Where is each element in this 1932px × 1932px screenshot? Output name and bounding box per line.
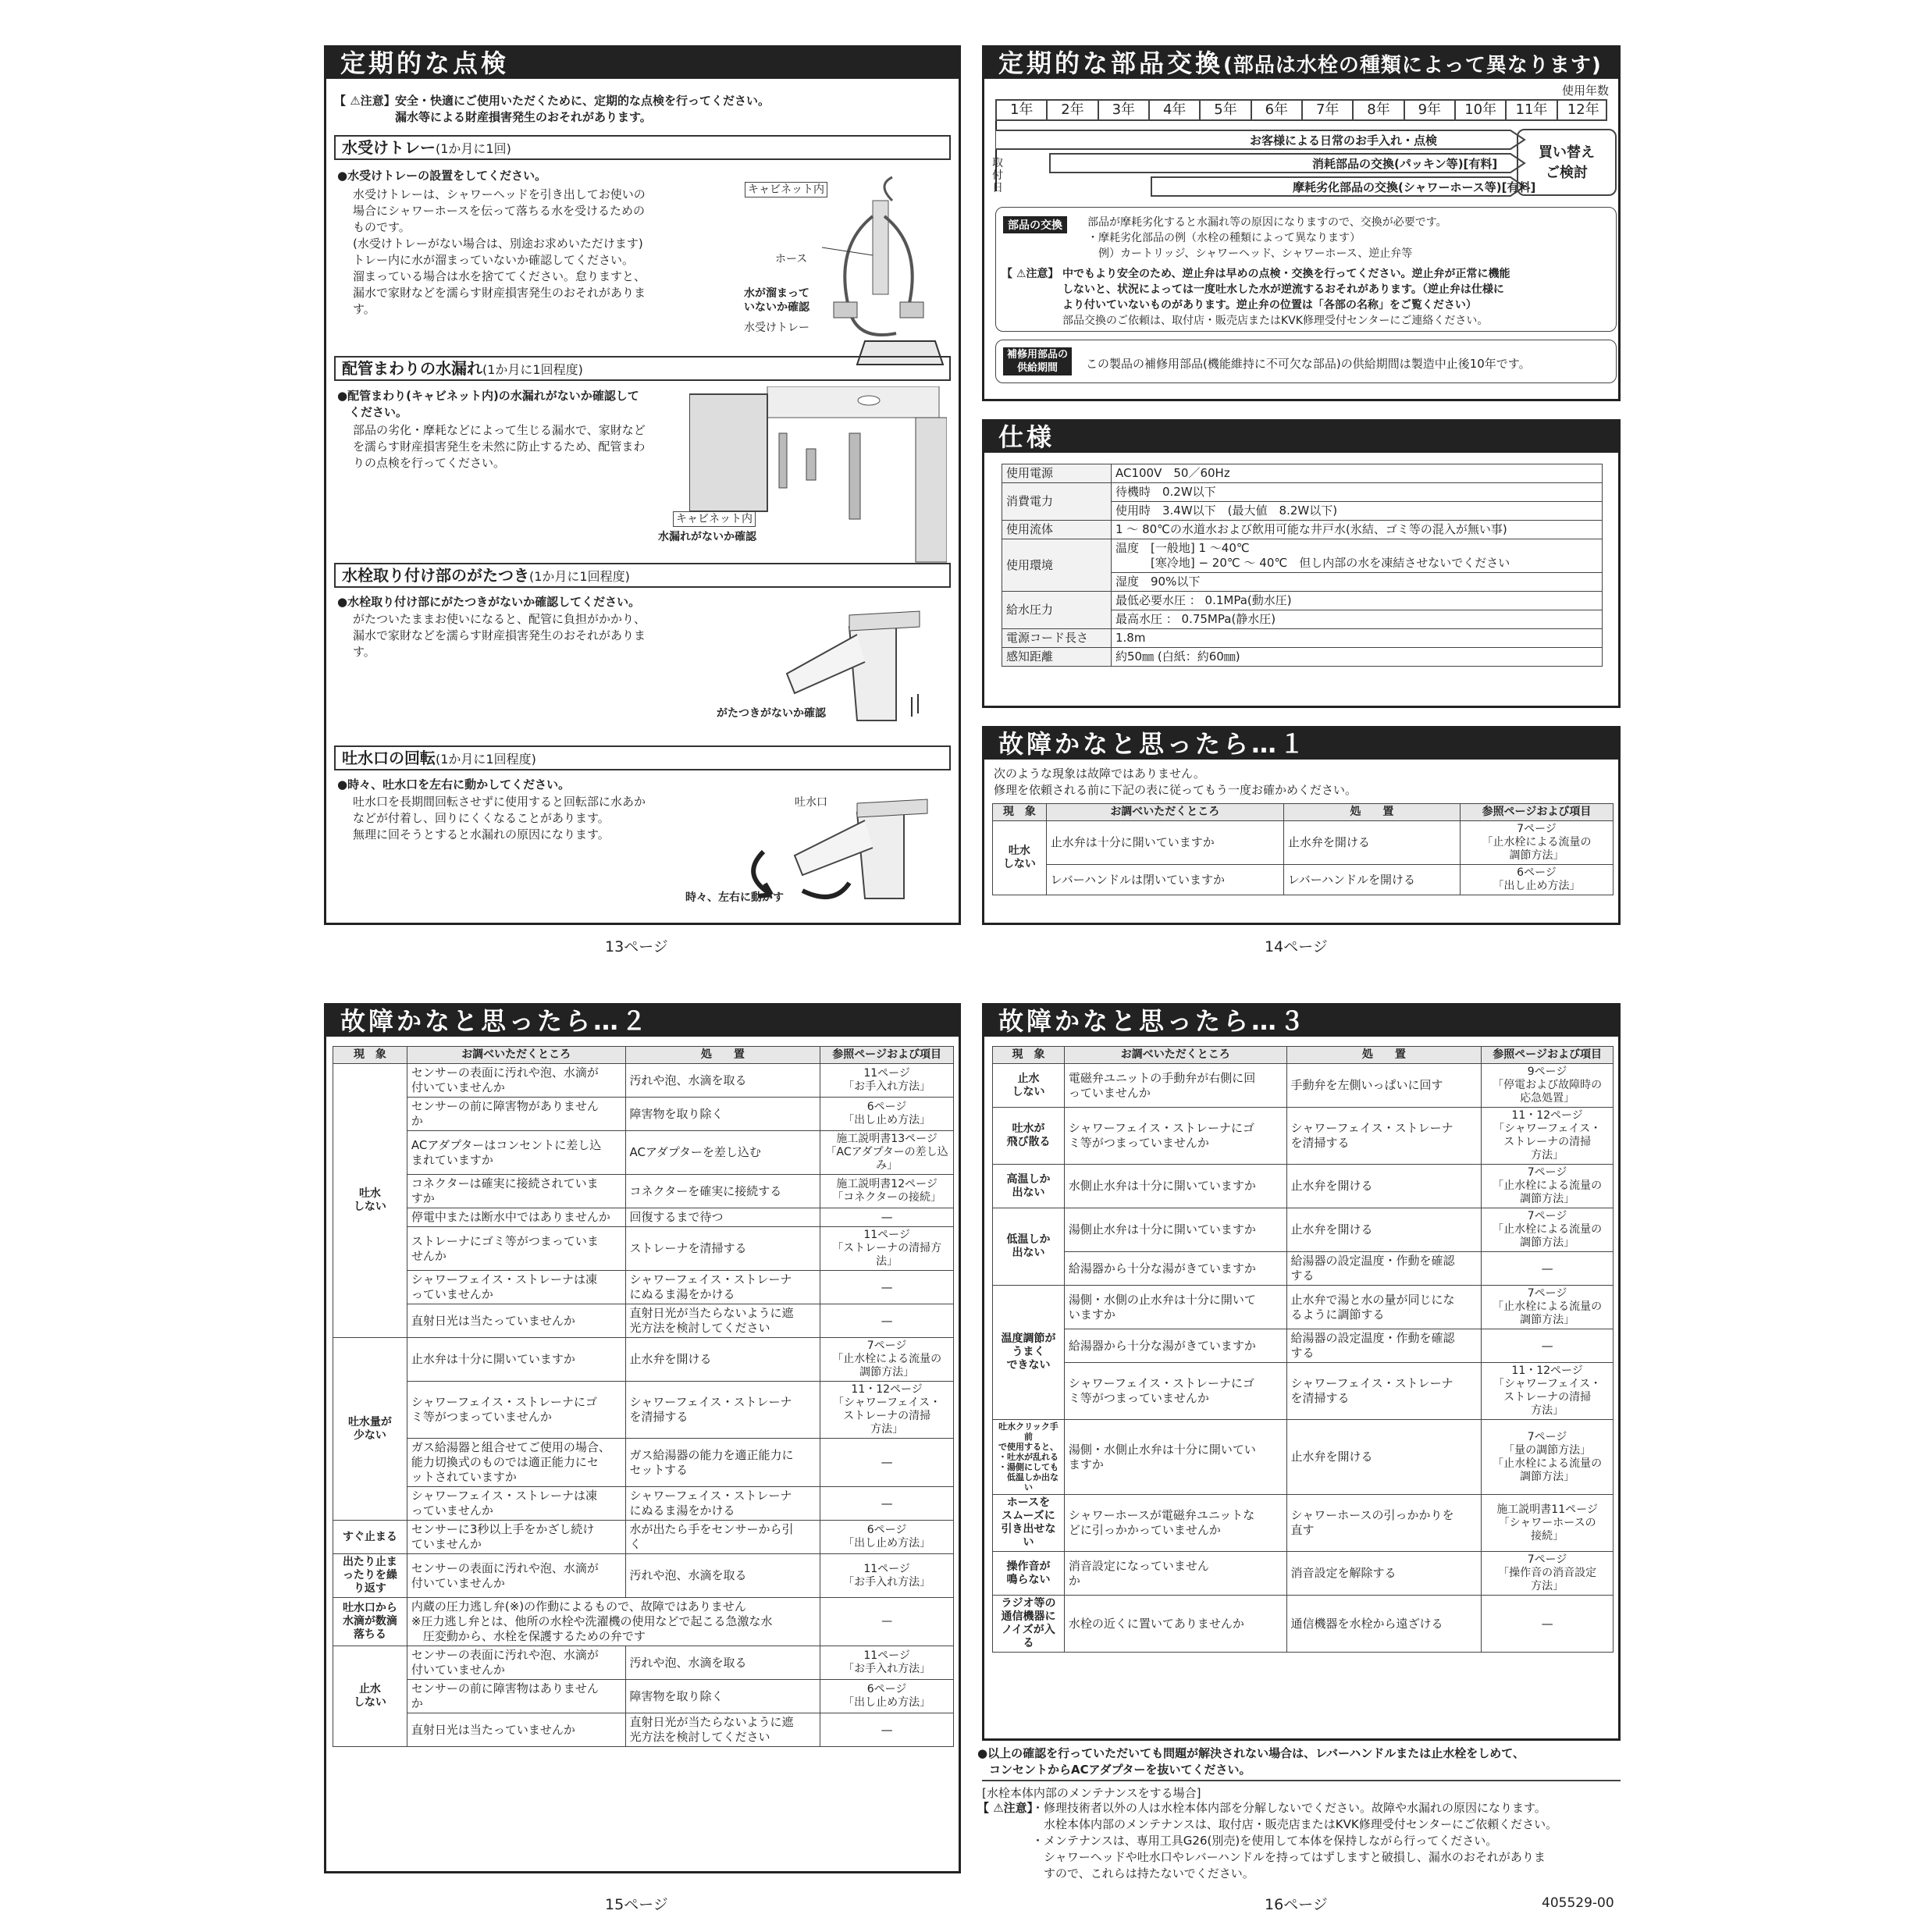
supply-text: この製品の補修用部品(機能維持に不可欠な部品)の供給期間は製造中止後10年です。 bbox=[1086, 357, 1531, 371]
symptom-cell: 吐水クリック手前 で使用すると、 ・吐水が乱れる ・湯側にしても 低温しか出ない bbox=[993, 1420, 1065, 1495]
table-row bbox=[333, 1208, 954, 1227]
loose-body: がたついたままお使いになると、配管に負担がかかり、 漏水で家財などを濡らす財産損害発生のおそれがありま す。 bbox=[353, 612, 646, 659]
check-cell: シャワーフェイス・ストレーナは凍 っていませんか bbox=[407, 1271, 625, 1304]
check-cell: 直射日光は当たっていませんか bbox=[407, 1713, 625, 1747]
year-cell: 4年 bbox=[1150, 101, 1201, 121]
check-cell: ガス給湯器と組合せてご使用の場合、 能力切換式のものでは適正能力にセ ットされていますか bbox=[407, 1439, 625, 1487]
symptom-cell: 吐水口から 水滴が数滴 落ちる bbox=[333, 1598, 407, 1646]
column-header: お調べいただくところ bbox=[1046, 804, 1283, 821]
year-cell: 3年 bbox=[1099, 101, 1150, 121]
table-row bbox=[333, 1338, 954, 1382]
check-cell: 湯側・水側止水弁は十分に開いてい ますか bbox=[1064, 1420, 1286, 1495]
check-cell: シャワーフェイス・ストレーナにゴ ミ等がつまっていませんか bbox=[407, 1382, 625, 1439]
reference-cell: 7ページ 「止水栓による流量の 調節方法」 bbox=[1482, 1286, 1614, 1329]
year-cell: 6年 bbox=[1252, 101, 1303, 121]
page16-number: 16ページ bbox=[1265, 1896, 1328, 1913]
parts-text: 部品が摩耗劣化すると水漏れ等の原因になりますので、交換が必要です。 ・摩耗劣化部品の例（水栓の種類によって異なります） 例）カートリッジ、シャワーヘッド、シャワーホース、逆止弁等 bbox=[1087, 216, 1447, 260]
trouble3-panel bbox=[982, 1003, 1621, 1741]
pipe-bullet: ●配管まわり(キャビネット内)の水漏れがないか確認して ください。 bbox=[337, 389, 639, 419]
action-cell: 汚れや泡、水滴を取る bbox=[625, 1064, 820, 1098]
spec-label: 使用流体 bbox=[1002, 521, 1112, 539]
parts-caution-tag: 【 ⚠注意】 bbox=[1002, 268, 1059, 280]
final-note: ●以上の確認を行っていただいても問題が解決されない場合は、レバーハンドルまたは止水栓をしめて、 コンセントからACアダプターを抜いてください。 bbox=[977, 1746, 1525, 1777]
arrow-daily-care: お客様による日常のお手入れ・点検 bbox=[1250, 133, 1438, 148]
check-cell: 水側止水弁は十分に開いていますか bbox=[1064, 1165, 1286, 1208]
explanation-cell: 内蔵の圧力逃し弁(※)の作動によるもので、故障ではありません ※圧力逃し弁とは、他所の水栓や洗濯機の使用などで起こる急激な水 圧変動から、水栓を保護するための弁です bbox=[407, 1598, 820, 1646]
year-cell: 2年 bbox=[1048, 101, 1098, 121]
spec-value: 温度 [一般地] 1 ～40℃ [寒冷地] − 20℃ ～ 40℃ 但し内部の水を凍結させないでください bbox=[1112, 539, 1603, 573]
check-cell: センサーの表面に汚れや泡、水滴が 付いていませんか bbox=[407, 1064, 625, 1098]
trouble3-table bbox=[992, 1046, 1614, 1653]
reference-cell: 11ページ 「お手入れ方法」 bbox=[820, 1064, 954, 1098]
table-row bbox=[993, 1596, 1614, 1653]
action-cell: 手動弁を左側いっぱいに回す bbox=[1286, 1064, 1482, 1108]
spec-row bbox=[1002, 521, 1603, 539]
trouble1-panel bbox=[982, 726, 1621, 925]
year-cell: 7年 bbox=[1303, 101, 1354, 121]
reference-cell: 6ページ 「出し止め方法」 bbox=[820, 1098, 954, 1131]
reference-cell: 施工説明書12ページ 「コネクターの接続」 bbox=[820, 1175, 954, 1208]
spec-value: 待機時 0.2W以下 bbox=[1112, 483, 1603, 502]
spec-value: 1.8m bbox=[1112, 629, 1603, 648]
check-cell: 給湯器から十分な湯がきていますか bbox=[1064, 1252, 1286, 1286]
supply-tag: 補修用部品の 供給期間 bbox=[1003, 347, 1072, 375]
column-header: 処 置 bbox=[1283, 804, 1460, 821]
year-cell: 1年 bbox=[997, 101, 1048, 121]
parts-order-text: 部品交換のご依頼は、取付店・販売店またはKVK修理受付センターにご連絡ください。 bbox=[1062, 315, 1489, 327]
year-cell: 10年 bbox=[1456, 101, 1507, 121]
year-bar bbox=[995, 99, 1607, 121]
document-code: 405529-00 bbox=[1542, 1895, 1614, 1911]
check-cell: 給湯器から十分な湯がきていますか bbox=[1064, 1329, 1286, 1363]
reference-cell: — bbox=[1482, 1596, 1614, 1653]
check-cell: 湯側・水側の止水弁は十分に開いて いますか bbox=[1064, 1286, 1286, 1329]
reference-cell: 9ページ 「停電および故障時の 応急処置」 bbox=[1482, 1064, 1614, 1108]
action-cell: シャワーフェイス・ストレーナ にぬるま湯をかける bbox=[625, 1271, 820, 1304]
table-row bbox=[993, 821, 1614, 865]
year-cell: 11年 bbox=[1507, 101, 1557, 121]
check-cell: シャワーホースが電磁弁ユニットな どに引っかかっていませんか bbox=[1064, 1495, 1286, 1552]
table-row bbox=[333, 1131, 954, 1175]
arrow-wear-parts: 摩耗劣化部品の交換(シャワーホース等)[有料] bbox=[1293, 180, 1536, 194]
spec-value: AC100V 50／60Hz bbox=[1112, 464, 1603, 483]
table-row bbox=[993, 1329, 1614, 1363]
page14-title: 定期的な部品交換(部品は水栓の種類によって異なります) bbox=[984, 48, 1618, 79]
action-cell: 通信機器を水栓から遠ざける bbox=[1286, 1596, 1482, 1653]
table-row bbox=[333, 1304, 954, 1338]
spec-title: 仕様 bbox=[984, 422, 1618, 453]
table-row bbox=[993, 1108, 1614, 1165]
table-row bbox=[333, 1227, 954, 1271]
table-row bbox=[993, 1064, 1614, 1108]
section-pipe-head: 配管まわりの水漏れ(1か月に1回程度) bbox=[334, 356, 951, 381]
trouble1-title: 故障かなと思ったら…１ bbox=[984, 728, 1618, 760]
reference-cell: 7ページ 「操作音の消音設定 方法」 bbox=[1482, 1552, 1614, 1596]
spout-bullet: ●時々、吐水口を左右に動かしてください。 bbox=[337, 777, 571, 792]
symptom-cell: 出たり止ま ったりを繰 り返す bbox=[333, 1554, 407, 1598]
table-row bbox=[333, 1064, 954, 1098]
check-cell: センサーの前に障害物がありません か bbox=[407, 1098, 625, 1131]
table-row bbox=[333, 1487, 954, 1521]
check-cell: シャワーフェイス・ストレーナにゴ ミ等がつまっていませんか bbox=[1064, 1108, 1286, 1165]
table-row bbox=[993, 865, 1614, 895]
action-cell: 直射日光が当たらないように遮 光方法を検討してください bbox=[625, 1713, 820, 1747]
action-cell: 給湯器の設定温度・作動を確認 する bbox=[1286, 1329, 1482, 1363]
action-cell: 汚れや泡、水滴を取る bbox=[625, 1646, 820, 1680]
loose-bullet: ●水栓取り付け部にがたつきがないか確認してください。 bbox=[337, 595, 641, 609]
reference-cell: 6ページ 「出し止め方法」 bbox=[820, 1680, 954, 1713]
reference-cell: — bbox=[1482, 1329, 1614, 1363]
symptom-cell: 操作音が 鳴らない bbox=[993, 1552, 1065, 1596]
year-cell: 5年 bbox=[1201, 101, 1251, 121]
section-spout-head: 吐水口の回転(1か月に1回程度) bbox=[334, 745, 951, 770]
action-cell: 止水弁を開ける bbox=[1286, 1165, 1482, 1208]
reference-cell: — bbox=[820, 1271, 954, 1304]
table-row bbox=[333, 1439, 954, 1487]
action-cell: 止水弁を開ける bbox=[1286, 1420, 1482, 1495]
table-row bbox=[993, 1363, 1614, 1420]
parts-tag: 部品の交換 bbox=[1003, 216, 1067, 233]
action-cell: 障害物を取り除く bbox=[625, 1680, 820, 1713]
page13-panel bbox=[324, 45, 961, 925]
action-cell: シャワーホースの引っかかりを 直す bbox=[1286, 1495, 1482, 1552]
action-cell: 回復するまで待つ bbox=[625, 1208, 820, 1227]
cabinet-label-2: キャビネット内 bbox=[673, 511, 756, 527]
action-cell: 障害物を取り除く bbox=[625, 1098, 820, 1131]
action-cell: 止水弁で湯と水の量が同じにな るように調節する bbox=[1286, 1286, 1482, 1329]
arrow-consumables: 消耗部品の交換(パッキン等)[有料] bbox=[1312, 157, 1498, 171]
page15-number: 15ページ bbox=[605, 1896, 668, 1913]
table-row bbox=[993, 1420, 1614, 1495]
action-cell: シャワーフェイス・ストレーナ を清掃する bbox=[1286, 1363, 1482, 1420]
check-cell: シャワーフェイス・ストレーナにゴ ミ等がつまっていませんか bbox=[1064, 1363, 1286, 1420]
column-header: お調べいただくところ bbox=[407, 1047, 625, 1064]
column-header: 処 置 bbox=[625, 1047, 820, 1064]
reference-cell: — bbox=[820, 1304, 954, 1338]
symptom-cell: 止水 しない bbox=[333, 1646, 407, 1747]
maintenance-caution-tag: 【 ⚠注意】 bbox=[977, 1801, 1039, 1815]
table-row bbox=[333, 1521, 954, 1554]
maintenance-text: ・修理技術者以外の人は水栓本体内部を分解しないでください。故障や水漏れの原因になります。 水栓本体内部のメンテナンスは、取付店・販売店またはKVK修理受付センターにご依頼ください。 ・メンテナンスは、専用工具G26(別売)を使用して本体を保持しながら行ってください。 シャワーヘッドや吐水口やレバーハンドルを持ってはずしますと破損し、漏水のおそれがありま すので、これらは持たないでください。 bbox=[1032, 1801, 1558, 1880]
symptom-cell: 止水 しない bbox=[993, 1064, 1065, 1108]
reference-cell: 11・12ページ 「シャワーフェイス・ ストレーナの清掃 方法」 bbox=[1482, 1108, 1614, 1165]
reference-cell: — bbox=[820, 1439, 954, 1487]
year-cell: 12年 bbox=[1567, 101, 1599, 118]
cabinet-label-1: キャビネット内 bbox=[745, 182, 827, 197]
spec-value: 湿度 90%以下 bbox=[1112, 573, 1603, 592]
check-cell: レバーハンドルは閉いていますか bbox=[1046, 865, 1283, 895]
page13-number: 13ページ bbox=[605, 938, 668, 955]
reference-cell: 7ページ 「止水栓による流量の 調節方法」 bbox=[1482, 1208, 1614, 1252]
year-cell: 9年 bbox=[1405, 101, 1456, 121]
action-cell: ストレーナを清掃する bbox=[625, 1227, 820, 1271]
spec-label: 消費電力 bbox=[1002, 483, 1112, 521]
symptom-cell: 温度調節が うまく できない bbox=[993, 1286, 1065, 1420]
reference-cell: 7ページ 「量の調節方法」 「止水栓による流量の 調節方法」 bbox=[1482, 1420, 1614, 1495]
action-cell: 給湯器の設定温度・作動を確認 する bbox=[1286, 1252, 1482, 1286]
check-cell: センサーの前に障害物はありません か bbox=[407, 1680, 625, 1713]
table-row bbox=[333, 1646, 954, 1680]
section-loose-head: 水栓取り付け部のがたつき(1か月に1回程度) bbox=[334, 563, 951, 588]
symptom-cell: すぐ止まる bbox=[333, 1521, 407, 1554]
column-header: 処 置 bbox=[1286, 1047, 1482, 1064]
trouble1-table bbox=[992, 803, 1614, 895]
table-row bbox=[993, 1252, 1614, 1286]
spec-label: 電源コード長さ bbox=[1002, 629, 1112, 648]
tray-label: 水受けトレー bbox=[744, 322, 809, 334]
column-header: 現 象 bbox=[333, 1047, 407, 1064]
loose-check-label: がたつきがないか確認 bbox=[717, 707, 826, 720]
symptom-cell: 吐水 しない bbox=[333, 1064, 407, 1338]
tray-check-label: 水が溜まって いないか確認 bbox=[744, 287, 809, 314]
check-cell: コネクターは確実に接続されていま すか bbox=[407, 1175, 625, 1208]
caution-text: 安全・快適にご使用いただくために、定期的な点検を行ってください。 漏水等による財産損害発生のおそれがあります。 bbox=[395, 94, 770, 124]
check-cell: 停電中または断水中ではありませんか bbox=[407, 1208, 625, 1227]
table-row bbox=[333, 1598, 954, 1646]
reference-cell: — bbox=[820, 1598, 954, 1646]
hose-label: ホース bbox=[775, 253, 808, 265]
table-row bbox=[333, 1175, 954, 1208]
spec-value: 最低必要水圧 ： 0.1MPa(動水圧) bbox=[1112, 592, 1603, 610]
action-cell: 止水弁を開ける bbox=[625, 1338, 820, 1382]
column-header: 参照ページおよび項目 bbox=[1482, 1047, 1614, 1064]
reference-cell: — bbox=[820, 1713, 954, 1747]
spec-value: 使用時 3.4W以下 (最大値 8.2W以下) bbox=[1112, 502, 1603, 521]
action-cell: 汚れや泡、水滴を取る bbox=[625, 1554, 820, 1598]
caution-tag: 【 ⚠注意】 bbox=[334, 94, 396, 108]
reference-cell: 11ページ 「ストレーナの清掃方法」 bbox=[820, 1227, 954, 1271]
spec-row bbox=[1002, 648, 1603, 667]
check-cell: 湯側止水弁は十分に開いていますか bbox=[1064, 1208, 1286, 1252]
check-cell: センサーの表面に汚れや泡、水滴が 付いていませんか bbox=[407, 1646, 625, 1680]
table-row bbox=[333, 1713, 954, 1747]
action-cell: ACアダプターを差し込む bbox=[625, 1131, 820, 1175]
check-cell: 水栓の近くに置いてありませんか bbox=[1064, 1596, 1286, 1653]
table-row bbox=[993, 1552, 1614, 1596]
reference-cell: 7ページ 「止水栓による流量の 調節方法」 bbox=[1460, 821, 1613, 865]
reference-cell: — bbox=[820, 1487, 954, 1521]
reference-cell: 施工説明書13ページ 「ACアダプターの差し込み」 bbox=[820, 1131, 954, 1175]
column-header: 参照ページおよび項目 bbox=[820, 1047, 954, 1064]
check-cell: ACアダプターはコンセントに差し込 まれていますか bbox=[407, 1131, 625, 1175]
parts-caution-text: 中でもより安全のため、逆止弁は早めの点検・交換を行ってください。逆止弁が正常に機能 しないと、状況によっては一度吐水した水が逆流するおそれがあります。（逆止弁は仕様に より付いていないものがあります。逆止弁の位置は「各部の名称」をご覧ください） bbox=[1062, 268, 1510, 311]
spec-row bbox=[1002, 464, 1603, 483]
action-cell: 止水弁を開ける bbox=[1283, 821, 1460, 865]
spout-check-label: 時々、左右に動かす bbox=[685, 891, 784, 904]
table-row bbox=[333, 1098, 954, 1131]
spec-row bbox=[1002, 539, 1603, 573]
trouble2-panel bbox=[324, 1003, 961, 1873]
spec-label: 使用環境 bbox=[1002, 539, 1112, 592]
trouble1-intro: 次のような現象は故障ではありません。 修理を依頼される前に下記の表に従ってもう一度お確かめください。 bbox=[994, 767, 1357, 797]
symptom-cell: ホースを スムーズに 引き出せない bbox=[993, 1495, 1065, 1552]
action-cell: コネクターを確実に接続する bbox=[625, 1175, 820, 1208]
spec-value: 約50㎜ (白紙：約60㎜) bbox=[1112, 648, 1603, 667]
table-row bbox=[993, 1495, 1614, 1552]
column-header: 現 象 bbox=[993, 1047, 1065, 1064]
table-row bbox=[333, 1680, 954, 1713]
tray-bullet: ●水受けトレーの設置をしてください。 bbox=[337, 169, 547, 183]
spout-label: 吐水口 bbox=[795, 796, 827, 809]
spec-value: 最高水圧 ： 0.75MPa(静水圧) bbox=[1112, 610, 1603, 629]
check-cell: 止水弁は十分に開いていますか bbox=[407, 1338, 625, 1382]
reference-cell: 11ページ 「お手入れ方法」 bbox=[820, 1554, 954, 1598]
check-cell: センサーの表面に汚れや泡、水滴が 付いていませんか bbox=[407, 1554, 625, 1598]
spec-label: 給水圧力 bbox=[1002, 592, 1112, 629]
reference-cell: 施工説明書11ページ 「シャワーホースの 接続」 bbox=[1482, 1495, 1614, 1552]
start-date-label: 取 付 日 bbox=[992, 157, 1003, 194]
action-cell: 直射日光が当たらないように遮 光方法を検討してください bbox=[625, 1304, 820, 1338]
reference-cell: 6ページ 「出し止め方法」 bbox=[820, 1521, 954, 1554]
column-header: お調べいただくところ bbox=[1064, 1047, 1286, 1064]
symptom-cell: ラジオ等の 通信機器に ノイズが入る bbox=[993, 1596, 1065, 1653]
action-cell: ガス給湯器の能力を適正能力に セットする bbox=[625, 1439, 820, 1487]
symptom-cell: 吐水量が 少ない bbox=[333, 1338, 407, 1521]
table-row bbox=[333, 1382, 954, 1439]
spec-value: 1 ～ 80℃の水道水および飲用可能な井戸水(氷結、ゴミ等の混入が無い事) bbox=[1112, 521, 1603, 539]
reference-cell: — bbox=[1482, 1252, 1614, 1286]
reference-cell: 11・12ページ 「シャワーフェイス・ ストレーナの清掃 方法」 bbox=[1482, 1363, 1614, 1420]
spec-panel bbox=[982, 419, 1621, 708]
check-cell: シャワーフェイス・ストレーナは凍 っていませんか bbox=[407, 1487, 625, 1521]
action-cell: 水が出たら手をセンサーから引 く bbox=[625, 1521, 820, 1554]
action-cell: シャワーフェイス・ストレーナ にぬるま湯をかける bbox=[625, 1487, 820, 1521]
reference-cell: 11・12ページ 「シャワーフェイス・ ストレーナの清掃 方法」 bbox=[820, 1382, 954, 1439]
symptom-cell: 高温しか 出ない bbox=[993, 1165, 1065, 1208]
page14-number: 14ページ bbox=[1265, 938, 1328, 955]
spec-table bbox=[1002, 464, 1603, 667]
check-cell: 直射日光は当たっていませんか bbox=[407, 1304, 625, 1338]
check-cell: 消音設定になっていません か bbox=[1064, 1552, 1286, 1596]
check-cell: 止水弁は十分に開いていますか bbox=[1046, 821, 1283, 865]
table-row bbox=[333, 1554, 954, 1598]
spout-body: 吐水口を長期間回転させずに使用すると回転部に水あか などが付着し、回りにくくなることがあります。 無理に回そうとすると水漏れの原因になります。 bbox=[353, 795, 646, 841]
check-cell: センサーに3秒以上手をかざし続け ていませんか bbox=[407, 1521, 625, 1554]
table-row bbox=[333, 1271, 954, 1304]
column-header: 現 象 bbox=[993, 804, 1047, 821]
page14-top-panel bbox=[982, 45, 1621, 401]
spec-label: 感知距離 bbox=[1002, 648, 1112, 667]
usage-years-label: 使用年数 bbox=[1561, 84, 1609, 98]
maintenance-heading: [水栓本体内部のメンテナンスをする場合] bbox=[982, 1786, 1201, 1800]
trouble3-title: 故障かなと思ったら…３ bbox=[984, 1005, 1618, 1037]
reference-cell: 7ページ 「止水栓による流量の 調節方法」 bbox=[820, 1338, 954, 1382]
table-row bbox=[993, 1208, 1614, 1252]
symptom-cell: 吐水 しない bbox=[993, 821, 1047, 895]
symptom-cell: 低温しか 出ない bbox=[993, 1208, 1065, 1286]
reference-cell: 7ページ 「止水栓による流量の 調節方法」 bbox=[1482, 1165, 1614, 1208]
spec-row bbox=[1002, 483, 1603, 502]
trouble2-title: 故障かなと思ったら…２ bbox=[326, 1005, 959, 1037]
section-tray-head: 水受けトレー(1か月に1回) bbox=[334, 135, 951, 160]
table-row bbox=[993, 1165, 1614, 1208]
column-header: 参照ページおよび項目 bbox=[1460, 804, 1613, 821]
reference-cell: 11ページ 「お手入れ方法」 bbox=[820, 1646, 954, 1680]
action-cell: シャワーフェイス・ストレーナ を清掃する bbox=[625, 1382, 820, 1439]
action-cell: レバーハンドルを開ける bbox=[1283, 865, 1460, 895]
tray-body: 水受けトレーは、シャワーヘッドを引き出してお使いの 場合にシャワーホースを伝って落ちる水を受けるための ものです。 (水受けトレーがない場合は、別途お求めいただけます) トレー内に水が溜まっていないか確認してください。 溜まっている場合は水を捨ててください。怠りますと、 漏水で家財などを濡らす財産損害発生のおそれがありま す。 bbox=[353, 187, 646, 316]
trouble2-table bbox=[333, 1046, 954, 1747]
action-cell: 消音設定を解除する bbox=[1286, 1552, 1482, 1596]
page13-title: 定期的な点検 bbox=[326, 48, 959, 79]
check-cell: ストレーナにゴミ等がつまっていま せんか bbox=[407, 1227, 625, 1271]
reference-cell: 6ページ 「出し止め方法」 bbox=[1460, 865, 1613, 895]
check-cell: 電磁弁ユニットの手動弁が右側に回 っていませんか bbox=[1064, 1064, 1286, 1108]
pipe-body: 部品の劣化・摩耗などによって生じる漏水で、家財など を濡らす財産損害発生を未然に防止するため、配管まわ りの点検を行ってください。 bbox=[353, 423, 646, 470]
reference-cell: — bbox=[820, 1208, 954, 1227]
year-cell: 8年 bbox=[1354, 101, 1404, 121]
table-row bbox=[993, 1286, 1614, 1329]
action-cell: シャワーフェイス・ストレーナ を清掃する bbox=[1286, 1108, 1482, 1165]
leak-check-label: 水漏れがないか確認 bbox=[658, 531, 756, 543]
replace-box: 買い替え ご検討 bbox=[1517, 129, 1617, 196]
spec-row bbox=[1002, 629, 1603, 648]
spec-row bbox=[1002, 592, 1603, 610]
spec-label: 使用電源 bbox=[1002, 464, 1112, 483]
symptom-cell: 吐水が 飛び散る bbox=[993, 1108, 1065, 1165]
action-cell: 止水弁を開ける bbox=[1286, 1208, 1482, 1252]
